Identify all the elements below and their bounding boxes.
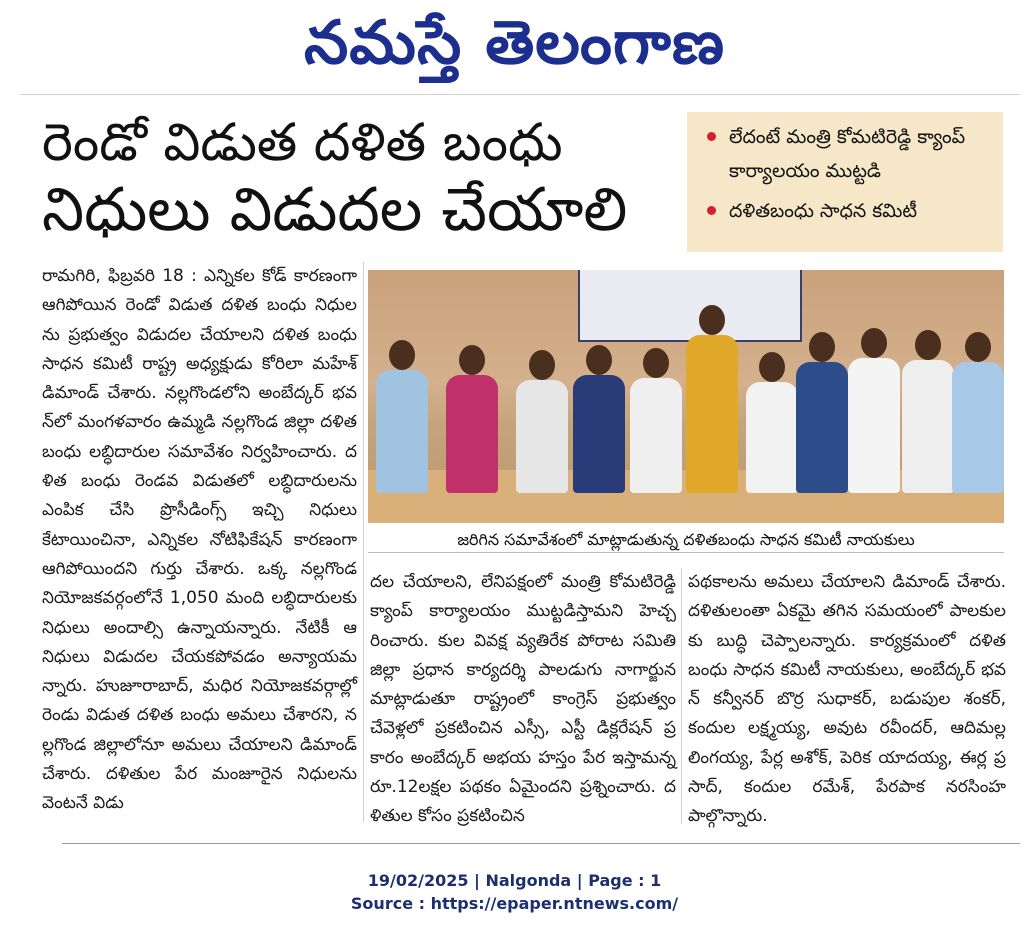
footer-date-edition: 19/02/2025 | Nalgonda | Page : 1	[367, 871, 662, 890]
person-head	[809, 332, 835, 362]
photo-person	[952, 332, 1004, 523]
photo-person	[848, 328, 900, 523]
person-body	[746, 382, 798, 493]
person-body	[686, 335, 738, 493]
person-head	[699, 305, 725, 335]
photo-person	[902, 330, 954, 523]
photo-person	[446, 345, 498, 523]
person-body	[902, 360, 954, 493]
person-body	[952, 362, 1004, 493]
highlight-item	[705, 194, 993, 228]
person-head	[586, 345, 612, 375]
highlight-item	[705, 120, 993, 188]
person-body	[573, 375, 625, 493]
person-head	[389, 340, 415, 370]
photo-person	[516, 350, 568, 523]
person-body	[630, 378, 682, 493]
masthead-divider	[20, 94, 1020, 95]
bullet-icon	[707, 132, 716, 141]
person-body	[796, 362, 848, 493]
person-head	[643, 348, 669, 378]
column-divider	[681, 568, 682, 824]
newspaper-masthead	[0, 4, 1029, 82]
article-column-3: పథకాలను అమలు చేయాలని డిమాండ్ చేశారు. దళితులంతా ఏకమై తగిన సమయంలో పాలకులకు బుద్ధి చెప్పాలన్నారు. కార్యక్రమంలో దళిత బంధు సాధన కమిటీ నాయకులు, అంబేద్కర్ భవన్ కన్వీనర్ బొర్ర సుధాకర్, బడుపుల శంకర్, కందుల లక్ష్మయ్య, అవుట రవీందర్, ఆదిమల్ల లింగయ్య, పేర్ల అశోక్, పెరిక యాదయ్య, ఈర్ల ప్రసాద్, కందుల రమేశ్, పేరపాక నరసింహ పాల్గొన్నారు.	[688, 572, 1006, 827]
person-body	[516, 380, 568, 493]
footer-divider	[62, 843, 1020, 844]
headline-line-2: నిధులు విడుదల చేయాలి	[42, 175, 628, 245]
highlights-box	[687, 112, 1003, 252]
article-photo	[368, 270, 1004, 523]
person-head	[759, 352, 785, 382]
person-head	[915, 330, 941, 360]
photo-caption: జరిగిన సమావేశంలో మాట్లాడుతున్న దళితబంధు సాధన కమిటీ నాయకులు	[368, 528, 1004, 553]
person-head	[459, 345, 485, 375]
person-body	[848, 358, 900, 493]
photo-person	[796, 332, 848, 523]
article-column-1: రామగిరి, ఫిబ్రవరి 18 : ఎన్నికల కోడ్ కారణంగా ఆగిపోయిన రెండో విడుత దళిత బంధు నిధులను ప్రభుత్వం విడుదల చేయాలని దళిత బంధు సాధన కమిటీ రాష్ట్ర అధ్యక్షుడు కోరిలా మహేశ్ డిమాండ్ చేశారు. నల్లగొండలోని అంబేద్కర్ భవన్‌లో మంగళవారం ఉమ్మడి నల్లగొండ జిల్లా దళిత బంధు లబ్ధిదారుల సమావేశం నిర్వహించారు. దళిత బంధు రెండవ విడుతలో లబ్ధిదారులను ఎంపిక చేసి ప్రొసీడింగ్స్ ఇచ్చి నిధులు కేటాయించినా, ఎన్నికల నోటిఫికేషన్ కారణంగా ఆగిపోయిందని గుర్తు చేశారు. ఒక్క నల్లగొండ నియోజకవర్గంలోనే 1,050 మంది లబ్ధిదారులకు నిధులు అందాల్సి ఉన్నాయన్నారు. నేటికీ ఆ నిధులు విడుదల చేయకపోవడం అన్యాయమన్నారు. హుజూరాబాద్, మధిర నియోజకవర్గాల్లో రెండు విడుత దళిత బంధు అమలు చేశారని, నల్లగొండ జిల్లాలోనూ అమలు చేయాలని డిమాండ్ చేశారు. దళితుల పేర మంజూరైన నిధులను వెంటనే విడు	[42, 266, 357, 814]
person-body	[446, 375, 498, 493]
headline-line-1: రెండో విడుత దళిత బంధు	[42, 113, 563, 173]
article-headline	[42, 113, 682, 243]
bullet-icon	[707, 206, 716, 215]
person-head	[861, 328, 887, 358]
photo-person	[746, 352, 798, 523]
person-head	[529, 350, 555, 380]
photo-person	[686, 305, 738, 523]
footer-source: Source : https://epaper.ntnews.com/	[350, 894, 679, 913]
highlight-text: లేదంటే మంత్రి కోమటిరెడ్డి క్యాంప్ కార్యాలయం ముట్టడి	[729, 126, 966, 182]
photo-person	[573, 345, 625, 523]
person-body	[376, 370, 428, 493]
column-divider	[363, 262, 364, 822]
person-head	[965, 332, 991, 362]
photo-person	[630, 348, 682, 523]
photo-person	[376, 340, 428, 523]
article-column-2: దల చేయాలని, లేనిపక్షంలో మంత్రి కోమటిరెడ్డి క్యాంప్ కార్యాలయం ముట్టడిస్తామని హెచ్చరించారు. కుల వివక్ష వ్యతిరేక పోరాట సమితి జిల్లా ప్రధాన కార్యదర్శి పాలడుగు నాగార్జున మాట్లాడుతూ రాష్ట్రంలో కాంగ్రెస్ ప్రభుత్వం చేవెళ్లలో ప్రకటించిన ఎస్సీ, ఎస్టీ డిక్లరేషన్ ప్రకారం అంబేద్కర్ అభయ హస్తం పేర ఇస్తామన్న రూ.12లక్షల పథకం ఏమైందని ప్రశ్నించారు. దళితుల కోసం ప్రకటించిన	[370, 572, 676, 827]
highlight-text: దళితబంధు సాధన కమిటీ	[729, 200, 918, 222]
masthead-title: నమస్తే తెలంగాణ	[303, 8, 726, 78]
